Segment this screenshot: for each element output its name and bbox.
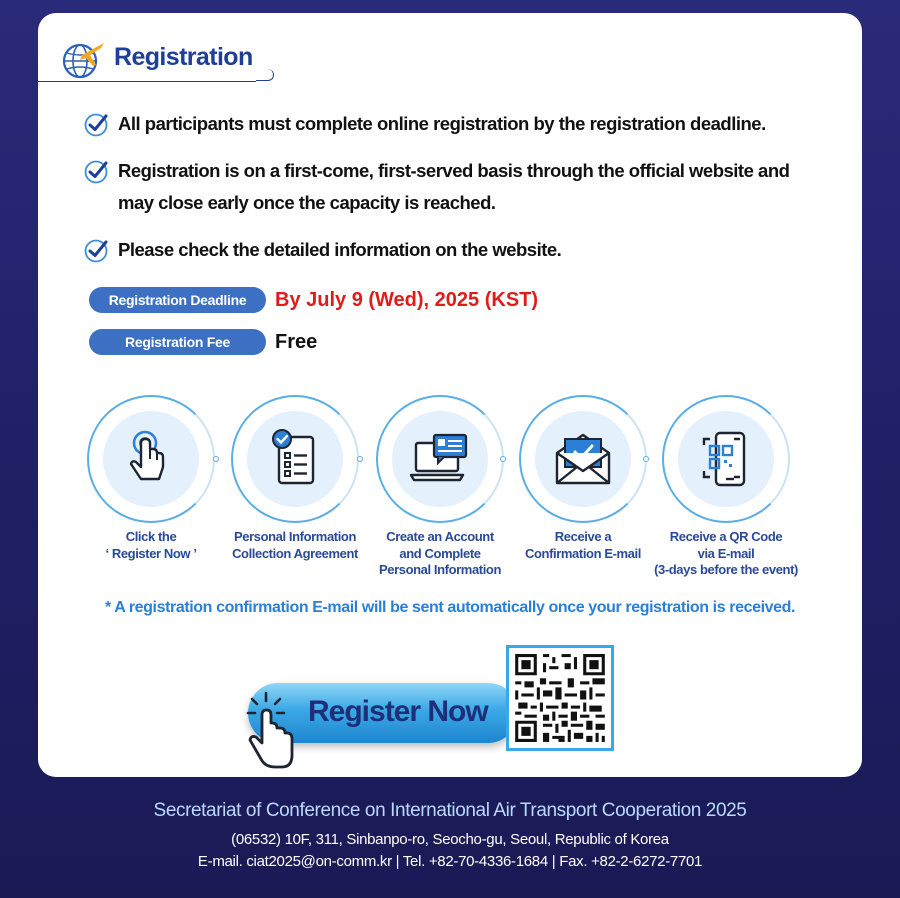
list-item <box>84 155 824 219</box>
step-label: Create an Account and Complete Personal Information <box>378 529 502 577</box>
footer-organization: Secretariat of Conference on International Air Transport Cooperation 2025 <box>153 800 747 821</box>
registration-steps <box>38 383 862 583</box>
envelope-check-icon <box>551 427 615 491</box>
step-label: Personal Information Collection Agreement <box>232 529 358 561</box>
register-now-label: Register Now <box>308 695 488 728</box>
checkmark-icon <box>84 160 108 184</box>
fee-value: Free <box>275 331 318 353</box>
list-item <box>84 234 824 266</box>
checkmark-icon <box>84 239 108 263</box>
deadline-label: Registration Deadline <box>89 287 266 313</box>
header-underline-hook <box>256 69 274 81</box>
list-item <box>84 108 824 140</box>
connector-dot <box>500 456 506 462</box>
globe-plane-icon <box>60 39 106 79</box>
connector-dot <box>643 456 649 462</box>
step-label: Click the ‘ Register Now ’ <box>105 529 197 561</box>
footer-address: (06532) 10F, 311, Sinbanpo-ro, Seocho-gu, Seoul, Republic of Korea <box>231 831 669 848</box>
checkmark-icon <box>84 113 108 137</box>
pointing-hand-icon <box>244 689 300 773</box>
deadline-value: By July 9 (Wed), 2025 (KST) <box>275 289 539 311</box>
phone-qr-icon <box>694 427 758 491</box>
checklist-icon <box>263 427 327 491</box>
list-item-text: All participants must complete online registration by the registration deadline. <box>118 113 766 134</box>
connector-dot <box>357 456 363 462</box>
step-label: Receive a Confirmation E-mail <box>525 529 641 561</box>
step-label: Receive a QR Code via E-mail (3-days before the event) <box>654 529 798 577</box>
qr-code-image <box>506 645 614 751</box>
fee-label: Registration Fee <box>89 329 266 355</box>
confirmation-note: * A registration confirmation E-mail will be sent automatically once your registration is received. <box>104 599 796 616</box>
footer-contact: E-mail. ciat2025@on-comm.kr | Tel. +82-70-4336-1684 | Fax. +82-2-6272-7701 <box>197 853 703 870</box>
page-title: Registration <box>114 43 253 71</box>
registration-card <box>38 13 862 777</box>
list-item-text: Please check the detailed information on the website. <box>118 239 562 260</box>
requirements-list <box>84 108 824 281</box>
hand-click-icon <box>119 427 183 491</box>
header-underline <box>38 81 256 82</box>
list-item-text: Registration is on a first-come, first-served basis through the official website and may close early once the capacity is reached. <box>118 160 790 213</box>
laptop-form-icon <box>408 427 472 491</box>
connector-dot <box>213 456 219 462</box>
